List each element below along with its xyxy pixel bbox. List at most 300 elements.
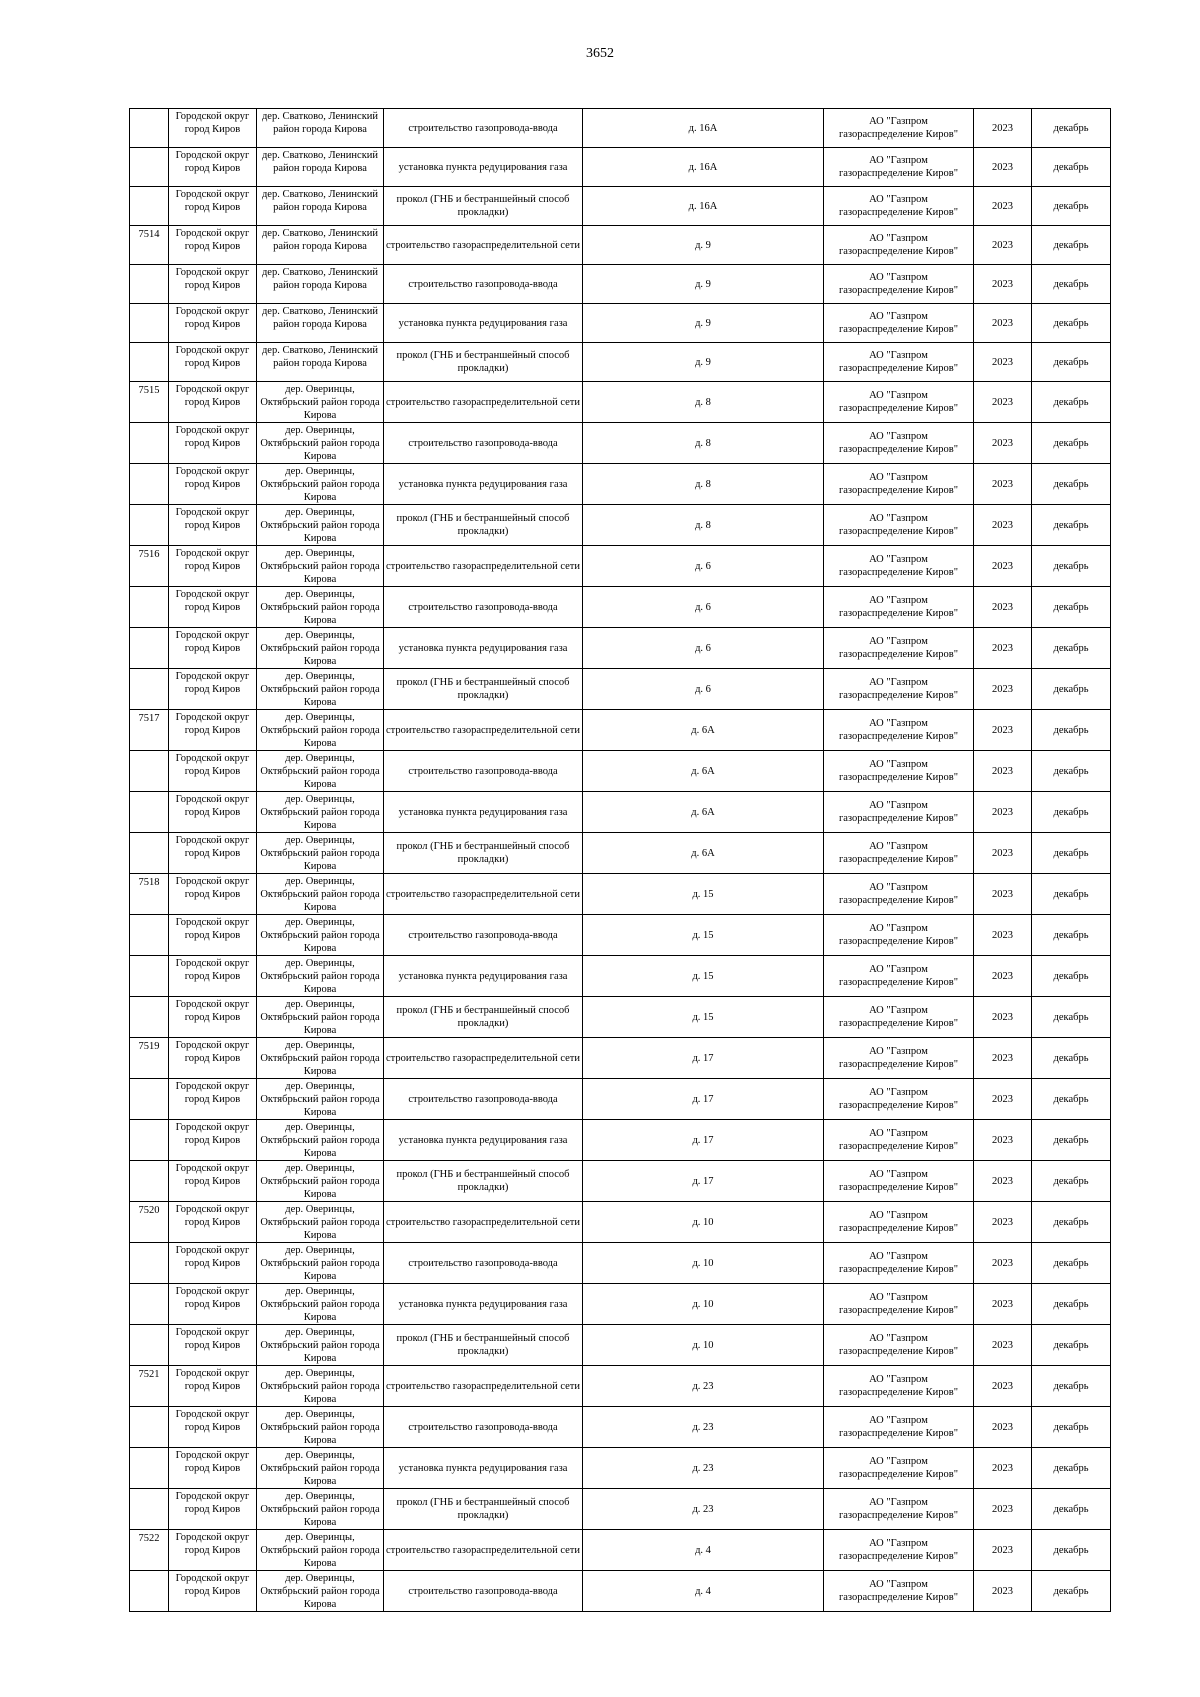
table-row [130,915,1111,956]
work-type-cell-text: строительство газопровода-ввода [408,601,558,613]
month-cell [1032,956,1111,997]
municipality-cell [169,148,257,187]
month-cell [1032,710,1111,751]
year-cell [974,1407,1032,1448]
object-number-cell [130,1489,169,1530]
operator-cell-text: АО "Газпром газораспределение Киров" [838,272,959,296]
municipality-cell [169,109,257,148]
object-number-cell [130,265,169,304]
month-cell-text: декабрь [1053,888,1089,900]
operator-cell-text: АО "Газпром газораспределение Киров" [838,1251,959,1275]
operator-cell-text: АО "Газпром газораспределение Киров" [838,1374,959,1398]
locality-cell [257,343,384,382]
municipality-cell [169,792,257,833]
address-cell-text: д. 17 [692,1175,714,1187]
locality-cell [257,304,384,343]
operator-cell-text: АО "Газпром газораспределение Киров" [838,311,959,335]
work-type-cell [384,148,583,187]
locality-cell-text: дер. Оверинцы, Октябрьский район города Кирова [260,712,380,749]
table-row [130,1079,1111,1120]
work-type-cell [384,1448,583,1489]
object-number-cell [130,1161,169,1202]
object-number-cell-text: 7519 [138,1041,160,1052]
object-number-cell [130,1366,169,1407]
year-cell-text: 2023 [992,1093,1013,1105]
year-cell [974,382,1032,423]
operator-cell-text: АО "Газпром газораспределение Киров" [838,718,959,742]
municipality-cell [169,546,257,587]
work-type-cell-text: прокол (ГНБ и бестраншейный способ прокладки) [396,677,570,701]
work-type-cell [384,546,583,587]
locality-cell-text: дер. Сватково, Ленинский район города Кирова [261,189,379,213]
month-cell-text: декабрь [1053,1339,1089,1351]
operator-cell [824,265,974,304]
year-cell-text: 2023 [992,356,1013,368]
municipality-cell-text: Городской округ город Киров [175,1081,250,1105]
address-cell [583,874,824,915]
locality-cell-text: дер. Оверинцы, Октябрьский район города Кирова [260,753,380,790]
object-number-cell [130,1448,169,1489]
locality-cell-text: дер. Оверинцы, Октябрьский район города Кирова [260,917,380,954]
month-cell [1032,915,1111,956]
year-cell [974,1161,1032,1202]
work-type-cell [384,956,583,997]
municipality-cell [169,1284,257,1325]
month-cell [1032,628,1111,669]
year-cell [974,915,1032,956]
locality-cell [257,1202,384,1243]
year-cell-text: 2023 [992,1298,1013,1310]
object-number-cell [130,109,169,148]
locality-cell [257,956,384,997]
locality-cell [257,833,384,874]
locality-cell-text: дер. Оверинцы, Октябрьский район города Кирова [260,425,380,462]
work-type-cell-text: прокол (ГНБ и бестраншейный способ прокладки) [396,194,570,218]
year-cell-text: 2023 [992,437,1013,449]
address-cell [583,148,824,187]
object-number-cell [130,1530,169,1571]
locality-cell [257,792,384,833]
work-type-cell [384,382,583,423]
work-type-cell [384,792,583,833]
operator-cell [824,423,974,464]
object-number-cell [130,226,169,265]
month-cell [1032,1161,1111,1202]
work-type-cell-text: установка пункта редуцирования газа [398,970,568,982]
month-cell [1032,109,1111,148]
month-cell [1032,1038,1111,1079]
address-cell-text: д. 9 [695,278,711,290]
work-type-cell-text: прокол (ГНБ и бестраншейный способ прокладки) [396,841,570,865]
municipality-cell-text: Городской округ город Киров [175,1368,250,1392]
object-number-cell-text: 7521 [138,1369,160,1380]
month-cell [1032,833,1111,874]
operator-cell-text: АО "Газпром газораспределение Киров" [838,350,959,374]
year-cell-text: 2023 [992,724,1013,736]
year-cell [974,546,1032,587]
address-cell [583,1448,824,1489]
year-cell-text: 2023 [992,1544,1013,1556]
month-cell [1032,1571,1111,1612]
object-number-cell [130,423,169,464]
address-cell [583,1243,824,1284]
operator-cell [824,187,974,226]
address-cell-text: д. 6 [695,601,711,613]
year-cell [974,628,1032,669]
object-number-cell [130,343,169,382]
address-cell [583,915,824,956]
address-cell-text: д. 15 [692,888,714,900]
month-cell [1032,1202,1111,1243]
object-number-cell [130,874,169,915]
municipality-cell [169,1407,257,1448]
work-type-cell [384,343,583,382]
address-cell [583,265,824,304]
table-row [130,1489,1111,1530]
month-cell [1032,1530,1111,1571]
year-cell [974,1243,1032,1284]
municipality-cell-text: Городской округ город Киров [175,111,250,135]
month-cell-text: декабрь [1053,560,1089,572]
operator-cell [824,956,974,997]
table-row [130,669,1111,710]
month-cell-text: декабрь [1053,317,1089,329]
work-type-cell [384,1161,583,1202]
year-cell-text: 2023 [992,929,1013,941]
locality-cell-text: дер. Оверинцы, Октябрьский район города Кирова [260,1532,380,1569]
work-type-cell [384,1120,583,1161]
operator-cell [824,751,974,792]
month-cell [1032,587,1111,628]
locality-cell [257,587,384,628]
object-number-cell [130,915,169,956]
month-cell [1032,751,1111,792]
municipality-cell-text: Городской округ город Киров [175,1163,250,1187]
locality-cell-text: дер. Оверинцы, Октябрьский район города Кирова [260,876,380,913]
operator-cell-text: АО "Газпром газораспределение Киров" [838,194,959,218]
operator-cell [824,1530,974,1571]
operator-cell [824,710,974,751]
address-cell [583,1571,824,1612]
work-type-cell-text: строительство газопровода-ввода [408,1421,558,1433]
month-cell [1032,1448,1111,1489]
locality-cell-text: дер. Оверинцы, Октябрьский район города Кирова [260,1286,380,1323]
municipality-cell [169,226,257,265]
locality-cell-text: дер. Оверинцы, Октябрьский район города Кирова [260,1204,380,1241]
table-row [130,1120,1111,1161]
address-cell [583,187,824,226]
table-row [130,792,1111,833]
operator-cell-text: АО "Газпром газораспределение Киров" [838,1415,959,1439]
locality-cell [257,226,384,265]
address-cell [583,833,824,874]
year-cell [974,1079,1032,1120]
month-cell [1032,464,1111,505]
operator-cell [824,792,974,833]
table-row [130,187,1111,226]
operator-cell-text: АО "Газпром газораспределение Киров" [838,923,959,947]
address-cell-text: д. 6 [695,642,711,654]
month-cell-text: декабрь [1053,437,1089,449]
operator-cell-text: АО "Газпром газораспределение Киров" [838,841,959,865]
operator-cell [824,1202,974,1243]
locality-cell-text: дер. Оверинцы, Октябрьский район города Кирова [260,999,380,1036]
table-row [130,1243,1111,1284]
month-cell [1032,1407,1111,1448]
work-type-cell [384,833,583,874]
address-cell [583,505,824,546]
operator-cell-text: АО "Газпром газораспределение Киров" [838,554,959,578]
table-row [130,1448,1111,1489]
operator-cell-text: АО "Газпром газораспределение Киров" [838,595,959,619]
object-number-cell-text: 7514 [138,229,160,240]
year-cell-text: 2023 [992,1175,1013,1187]
work-type-cell [384,226,583,265]
work-type-cell-text: установка пункта редуцирования газа [398,806,568,818]
locality-cell [257,1407,384,1448]
work-type-cell [384,669,583,710]
address-cell-text: д. 4 [695,1585,711,1597]
table-row [130,382,1111,423]
table-row [130,751,1111,792]
operator-cell-text: АО "Газпром газораспределение Киров" [838,636,959,660]
work-type-cell [384,874,583,915]
municipality-cell-text: Городской округ город Киров [175,1491,250,1515]
municipality-cell-text: Городской округ город Киров [175,1122,250,1146]
municipality-cell [169,833,257,874]
operator-cell [824,343,974,382]
month-cell [1032,1079,1111,1120]
year-cell-text: 2023 [992,278,1013,290]
operator-cell-text: АО "Газпром газораспределение Киров" [838,882,959,906]
locality-cell [257,1325,384,1366]
work-type-cell [384,304,583,343]
locality-cell [257,997,384,1038]
object-number-cell [130,505,169,546]
table-row [130,1038,1111,1079]
object-number-cell [130,304,169,343]
municipality-cell-text: Городской округ город Киров [175,589,250,613]
month-cell-text: декабрь [1053,1093,1089,1105]
operator-cell [824,505,974,546]
address-cell-text: д. 6 [695,560,711,572]
municipality-cell-text: Городской округ город Киров [175,753,250,777]
locality-cell [257,1366,384,1407]
month-cell [1032,343,1111,382]
address-cell [583,1120,824,1161]
municipality-cell [169,1366,257,1407]
year-cell-text: 2023 [992,200,1013,212]
operator-cell-text: АО "Газпром газораспределение Киров" [838,759,959,783]
municipality-cell [169,628,257,669]
object-number-cell [130,1038,169,1079]
locality-cell [257,915,384,956]
work-type-cell-text: прокол (ГНБ и бестраншейный способ прокладки) [396,1497,570,1521]
year-cell-text: 2023 [992,1257,1013,1269]
address-cell-text: д. 16А [688,122,718,134]
operator-cell-text: АО "Газпром газораспределение Киров" [838,1169,959,1193]
address-cell [583,628,824,669]
month-cell-text: декабрь [1053,122,1089,134]
year-cell-text: 2023 [992,1421,1013,1433]
table-row [130,304,1111,343]
operator-cell [824,1407,974,1448]
address-cell-text: д. 8 [695,519,711,531]
address-cell [583,792,824,833]
operator-cell-text: АО "Газпром газораспределение Киров" [838,1087,959,1111]
month-cell-text: декабрь [1053,806,1089,818]
operator-cell [824,915,974,956]
municipality-cell-text: Городской округ город Киров [175,835,250,859]
year-cell-text: 2023 [992,519,1013,531]
locality-cell [257,505,384,546]
year-cell [974,1284,1032,1325]
work-type-cell [384,997,583,1038]
operator-cell-text: АО "Газпром газораспределение Киров" [838,431,959,455]
address-cell [583,423,824,464]
municipality-cell [169,1243,257,1284]
work-type-cell [384,710,583,751]
municipality-cell-text: Городской округ город Киров [175,712,250,736]
municipality-cell [169,423,257,464]
object-number-cell [130,628,169,669]
object-number-cell [130,1243,169,1284]
table-row [130,1325,1111,1366]
table-row [130,833,1111,874]
address-cell-text: д. 23 [692,1462,714,1474]
month-cell-text: декабрь [1053,239,1089,251]
year-cell [974,1202,1032,1243]
locality-cell-text: дер. Оверинцы, Октябрьский район города Кирова [260,958,380,995]
month-cell-text: декабрь [1053,1380,1089,1392]
address-cell-text: д. 16А [688,200,718,212]
locality-cell-text: дер. Оверинцы, Октябрьский район города Кирова [260,1081,380,1118]
year-cell-text: 2023 [992,478,1013,490]
municipality-cell-text: Городской округ город Киров [175,876,250,900]
locality-cell-text: дер. Оверинцы, Октябрьский район города Кирова [260,1122,380,1159]
operator-cell-text: АО "Газпром газораспределение Киров" [838,1046,959,1070]
work-type-cell-text: строительство газораспределительной сети [386,1216,580,1228]
month-cell-text: декабрь [1053,478,1089,490]
address-cell [583,587,824,628]
address-cell-text: д. 23 [692,1503,714,1515]
work-type-cell [384,423,583,464]
year-cell [974,226,1032,265]
address-cell-text: д. 4 [695,1544,711,1556]
table-row [130,1284,1111,1325]
month-cell [1032,1120,1111,1161]
operator-cell [824,1284,974,1325]
work-type-cell [384,1407,583,1448]
operator-cell [824,1571,974,1612]
address-cell [583,1407,824,1448]
locality-cell [257,464,384,505]
year-cell [974,1325,1032,1366]
work-type-cell [384,751,583,792]
operator-cell [824,1161,974,1202]
locality-cell [257,874,384,915]
year-cell [974,1366,1032,1407]
month-cell [1032,423,1111,464]
work-type-cell-text: строительство газопровода-ввода [408,1257,558,1269]
municipality-cell [169,1448,257,1489]
work-type-cell-text: строительство газораспределительной сети [386,560,580,572]
work-type-cell-text: строительство газопровода-ввода [408,1585,558,1597]
operator-cell [824,1038,974,1079]
locality-cell [257,1530,384,1571]
locality-cell-text: дер. Оверинцы, Октябрьский район города Кирова [260,794,380,831]
locality-cell-text: дер. Оверинцы, Октябрьский район города Кирова [260,1368,380,1405]
locality-cell-text: дер. Сватково, Ленинский район города Кирова [261,150,379,174]
work-type-cell [384,187,583,226]
work-type-cell-text: строительство газораспределительной сети [386,1380,580,1392]
locality-cell-text: дер. Оверинцы, Октябрьский район города Кирова [260,1409,380,1446]
operator-cell [824,997,974,1038]
address-cell-text: д. 6А [691,724,715,736]
year-cell [974,710,1032,751]
operator-cell-text: АО "Газпром газораспределение Киров" [838,1456,959,1480]
locality-cell [257,1243,384,1284]
locality-cell-text: дер. Сватково, Ленинский район города Кирова [261,111,379,135]
object-number-cell [130,669,169,710]
municipality-cell-text: Городской округ город Киров [175,1532,250,1556]
year-cell-text: 2023 [992,1585,1013,1597]
locality-cell-text: дер. Оверинцы, Октябрьский район города Кирова [260,466,380,503]
month-cell-text: декабрь [1053,356,1089,368]
month-cell [1032,148,1111,187]
table-row [130,997,1111,1038]
work-type-cell-text: установка пункта редуцирования газа [398,1134,568,1146]
municipality-cell [169,382,257,423]
work-type-cell [384,587,583,628]
locality-cell-text: дер. Оверинцы, Октябрьский район города Кирова [260,1327,380,1364]
locality-cell [257,187,384,226]
object-number-cell-text: 7517 [138,713,160,724]
address-cell [583,1079,824,1120]
locality-cell-text: дер. Оверинцы, Октябрьский район города Кирова [260,1491,380,1528]
operator-cell-text: АО "Газпром газораспределение Киров" [838,1128,959,1152]
table-row [130,874,1111,915]
month-cell-text: декабрь [1053,1421,1089,1433]
year-cell [974,265,1032,304]
operator-cell-text: АО "Газпром газораспределение Киров" [838,390,959,414]
month-cell-text: декабрь [1053,1462,1089,1474]
address-cell-text: д. 17 [692,1093,714,1105]
locality-cell-text: дер. Оверинцы, Октябрьский район города Кирова [260,1450,380,1487]
locality-cell-text: дер. Оверинцы, Октябрьский район города Кирова [260,1040,380,1077]
work-type-cell [384,265,583,304]
work-type-cell-text: прокол (ГНБ и бестраншейный способ прокладки) [396,1333,570,1357]
object-number-cell [130,148,169,187]
municipality-cell [169,669,257,710]
work-type-cell [384,1571,583,1612]
month-cell [1032,874,1111,915]
year-cell [974,343,1032,382]
municipality-cell [169,265,257,304]
operator-cell-text: АО "Газпром газораспределение Киров" [838,1210,959,1234]
year-cell [974,1489,1032,1530]
municipality-cell [169,1161,257,1202]
locality-cell [257,1448,384,1489]
operator-cell-text: АО "Газпром газораспределение Киров" [838,1579,959,1603]
year-cell-text: 2023 [992,1052,1013,1064]
municipality-cell [169,915,257,956]
year-cell-text: 2023 [992,806,1013,818]
locality-cell [257,265,384,304]
address-cell-text: д. 6А [691,847,715,859]
month-cell-text: декабрь [1053,970,1089,982]
work-type-cell [384,1325,583,1366]
